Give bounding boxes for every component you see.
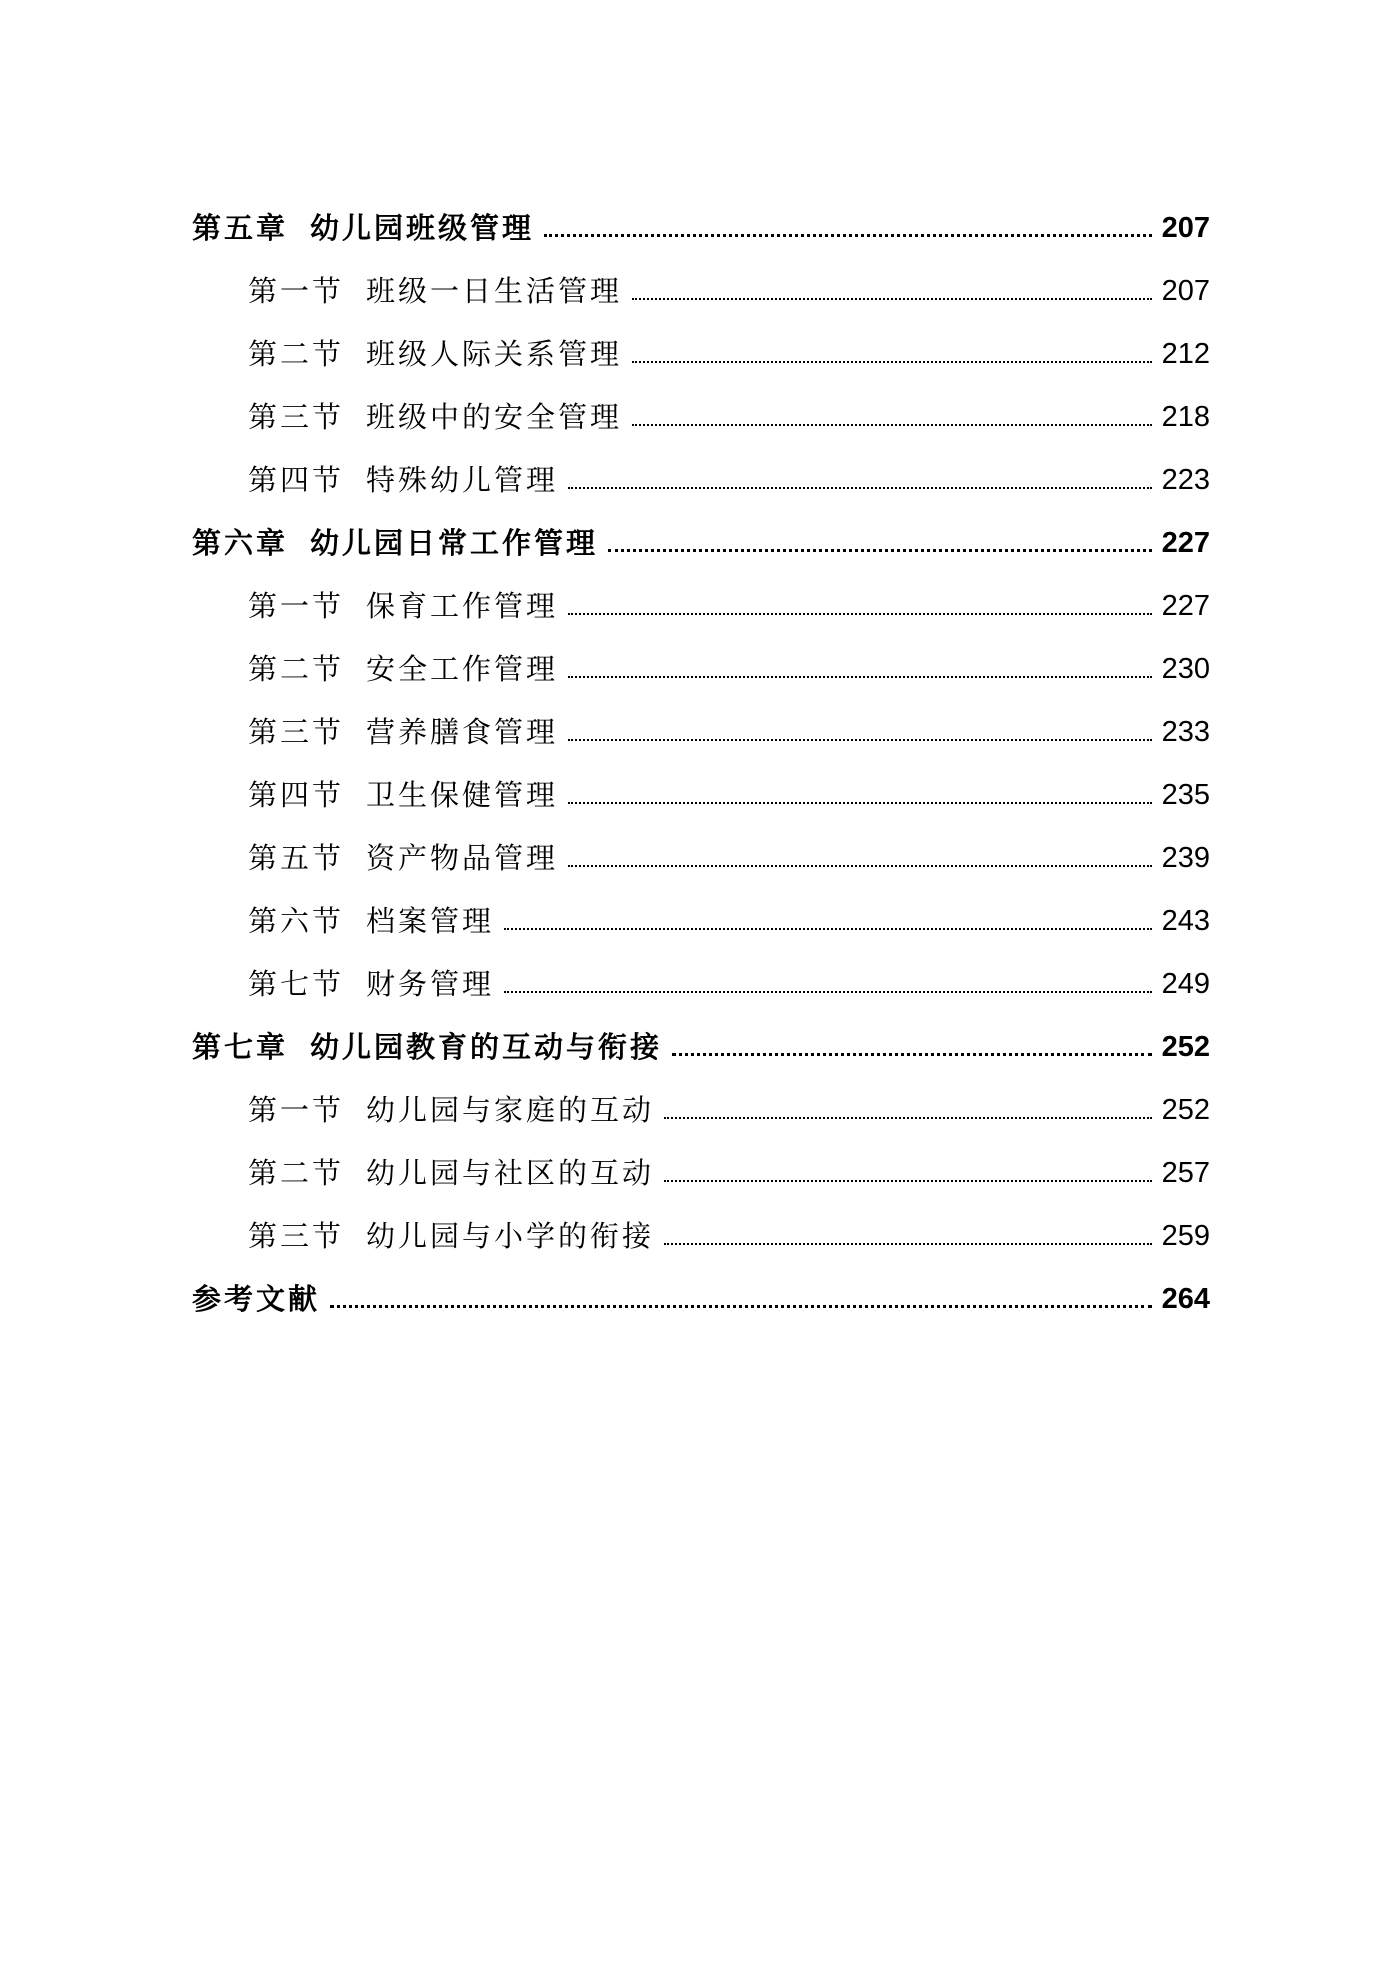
toc-section-row[interactable] [192, 747, 1210, 810]
toc-section-row[interactable] [192, 243, 1210, 306]
toc-entry-label: 第七章 [192, 1030, 289, 1064]
toc-section-row[interactable] [192, 684, 1210, 747]
toc-entry-text: 安全工作管理 [366, 652, 559, 686]
toc-entry-label: 第四节 [248, 463, 345, 497]
toc-entry-text: 幼儿园日常工作管理 [310, 526, 599, 560]
toc-entry-text: 档案管理 [366, 904, 495, 938]
toc-entry-label: 第一节 [248, 589, 345, 623]
toc-entry-label: 第五节 [248, 841, 345, 875]
toc-entry-title [248, 589, 559, 623]
table-of-contents [192, 180, 1210, 1314]
toc-entry-text: 幼儿园与小学的衔接 [366, 1219, 655, 1253]
toc-page-number: 239 [1161, 842, 1210, 874]
toc-page-number: 223 [1161, 464, 1210, 496]
toc-entry-text: 营养膳食管理 [366, 715, 559, 749]
dot-leader [664, 1243, 1152, 1245]
toc-entry-title [248, 1093, 655, 1127]
toc-entry-title [248, 1156, 655, 1190]
toc-page-number: 227 [1161, 590, 1210, 622]
toc-entry-text: 班级中的安全管理 [366, 400, 623, 434]
toc-entry-title [248, 337, 623, 371]
toc-page-number: 207 [1161, 275, 1210, 307]
toc-entry-label: 第六章 [192, 526, 289, 560]
dot-leader [568, 739, 1152, 741]
toc-page-number: 257 [1161, 1157, 1210, 1189]
toc-section-row[interactable] [192, 621, 1210, 684]
dot-leader [568, 676, 1152, 678]
toc-entry-label: 第四节 [248, 778, 345, 812]
toc-entry-title [192, 211, 535, 245]
toc-section-row[interactable] [192, 1188, 1210, 1251]
toc-page-number: 233 [1161, 716, 1210, 748]
dot-leader [632, 424, 1152, 426]
toc-page-number: 218 [1161, 401, 1210, 433]
toc-entry-label: 第二节 [248, 1156, 345, 1190]
toc-page-number: 259 [1161, 1220, 1210, 1252]
toc-entry-text: 班级人际关系管理 [366, 337, 623, 371]
toc-entry-label: 第五章 [192, 211, 289, 245]
toc-page-number: 264 [1161, 1283, 1210, 1315]
toc-page-number: 227 [1161, 527, 1210, 559]
toc-entry-title [248, 1219, 655, 1253]
toc-entry-title [248, 904, 495, 938]
toc-entry-text: 卫生保健管理 [366, 778, 559, 812]
toc-entry-label: 第二节 [248, 652, 345, 686]
toc-entry-text: 特殊幼儿管理 [366, 463, 559, 497]
dot-leader [568, 487, 1152, 489]
toc-page-number: 235 [1161, 779, 1210, 811]
toc-section-row[interactable] [192, 432, 1210, 495]
toc-entry-title [248, 778, 559, 812]
toc-entry-title [248, 715, 559, 749]
dot-leader [608, 549, 1152, 552]
dot-leader [544, 234, 1152, 237]
dot-leader [664, 1117, 1152, 1119]
toc-entry-label: 第六节 [248, 904, 345, 938]
toc-page-number: 243 [1161, 905, 1210, 937]
toc-page-number: 207 [1161, 212, 1210, 244]
dot-leader [568, 865, 1152, 867]
toc-entry-text: 幼儿园与家庭的互动 [366, 1093, 655, 1127]
dot-leader [568, 613, 1152, 615]
toc-entry-text: 参考文献 [192, 1282, 321, 1316]
toc-entry-text: 财务管理 [366, 967, 495, 1001]
toc-entry-label: 第二节 [248, 337, 345, 371]
toc-section-row[interactable] [192, 810, 1210, 873]
dot-leader [664, 1180, 1152, 1182]
toc-section-row[interactable] [192, 369, 1210, 432]
toc-entry-text: 保育工作管理 [366, 589, 559, 623]
toc-entry-label: 第一节 [248, 274, 345, 308]
toc-entry-text: 资产物品管理 [366, 841, 559, 875]
dot-leader [504, 991, 1152, 993]
dot-leader [330, 1305, 1152, 1308]
toc-entry-title [248, 652, 559, 686]
toc-entry-title [248, 400, 623, 434]
toc-page-number: 249 [1161, 968, 1210, 1000]
dot-leader [632, 298, 1152, 300]
toc-entry-text: 班级一日生活管理 [366, 274, 623, 308]
toc-entry-label: 第三节 [248, 1219, 345, 1253]
toc-section-row[interactable] [192, 558, 1210, 621]
toc-entry-label: 第七节 [248, 967, 345, 1001]
toc-entry-label: 第三节 [248, 400, 345, 434]
toc-section-row[interactable] [192, 1125, 1210, 1188]
dot-leader [504, 928, 1152, 930]
toc-entry-label: 第三节 [248, 715, 345, 749]
toc-section-row[interactable] [192, 1062, 1210, 1125]
toc-section-row[interactable] [192, 873, 1210, 936]
toc-entry-text: 幼儿园班级管理 [310, 211, 535, 245]
toc-entry-title [248, 463, 559, 497]
toc-entry-title [192, 1282, 321, 1316]
toc-section-row[interactable] [192, 936, 1210, 999]
toc-chapter-row[interactable] [192, 495, 1210, 558]
toc-page-number: 252 [1161, 1031, 1210, 1063]
toc-chapter-row[interactable] [192, 1251, 1210, 1314]
toc-section-row[interactable] [192, 306, 1210, 369]
dot-leader [672, 1053, 1152, 1056]
toc-entry-title [248, 274, 623, 308]
toc-entry-title [248, 967, 495, 1001]
toc-page-number: 212 [1161, 338, 1210, 370]
toc-entry-text: 幼儿园与社区的互动 [366, 1156, 655, 1190]
toc-entry-title [192, 1030, 663, 1064]
toc-entry-label: 第一节 [248, 1093, 345, 1127]
dot-leader [632, 361, 1152, 363]
dot-leader [568, 802, 1152, 804]
toc-chapter-row[interactable] [192, 180, 1210, 243]
toc-entry-title [192, 526, 599, 560]
toc-entry-text: 幼儿园教育的互动与衔接 [310, 1030, 663, 1064]
toc-page-number: 252 [1161, 1094, 1210, 1126]
toc-page-number: 230 [1161, 653, 1210, 685]
toc-chapter-row[interactable] [192, 999, 1210, 1062]
toc-entry-title [248, 841, 559, 875]
